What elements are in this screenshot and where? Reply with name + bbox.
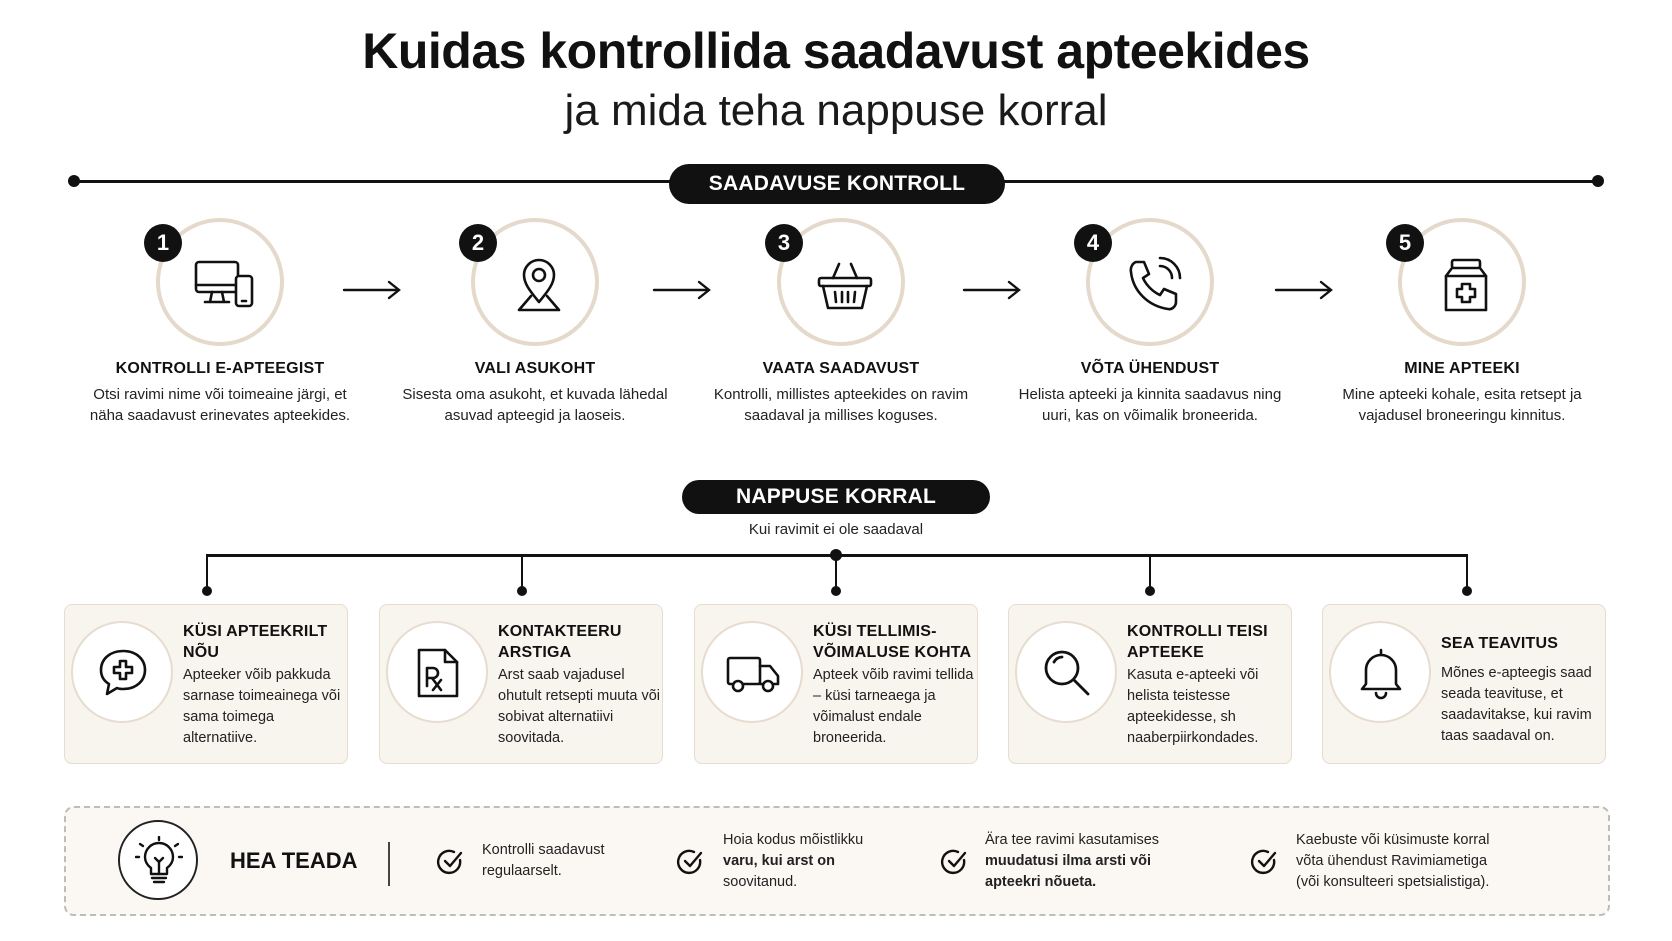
step-title: VALI ASUKOHT xyxy=(474,360,596,377)
step-description: Otsi ravimi nime või toimeaine järgi, et näha saadavust erinevates apteekides. xyxy=(89,386,351,424)
step-title: VÕTA ÜHENDUST xyxy=(1080,360,1220,377)
branch-drop xyxy=(1149,554,1151,590)
tip-card-notification xyxy=(1322,604,1606,764)
chat-plus-icon xyxy=(96,646,150,700)
card-icon-ring xyxy=(1015,621,1117,723)
step-description: Sisesta oma asukoht, et kuvada lähedal asuvad apteegid ja laoseis. xyxy=(402,386,668,424)
step-number-badge: 3 xyxy=(765,224,803,262)
bell-icon xyxy=(1354,646,1408,700)
phone-icon xyxy=(1122,254,1186,318)
tip-1: Kontrolli saadavust regulaarselt. xyxy=(482,842,605,879)
step-4 xyxy=(1005,218,1295,426)
check-circle-icon xyxy=(940,848,968,876)
tip-3: Ära tee ravimi kasutamises muudatusi ilma arsti või apteekri nõueta. xyxy=(985,832,1160,890)
step-title: KONTROLLI E-APTEEGIST xyxy=(115,360,325,377)
section-label-availability: SAADAVUSE KONTROLL xyxy=(669,164,1005,204)
step-5 xyxy=(1317,218,1607,426)
card-title: KÜSI TELLIMIS-VÕIMALUSE KOHTA xyxy=(813,623,972,661)
card-icon-ring xyxy=(386,621,488,723)
timeline-end-dot xyxy=(1592,175,1604,187)
card-icon-ring xyxy=(701,621,803,723)
map-pin-icon xyxy=(507,254,571,318)
branch-drop xyxy=(521,554,523,590)
page-subtitle: ja mida teha nappuse korral xyxy=(564,86,1108,135)
step-2 xyxy=(390,218,680,426)
step-number-badge: 5 xyxy=(1386,224,1424,262)
check-circle-icon xyxy=(436,848,464,876)
check-circle-icon xyxy=(1250,848,1278,876)
card-title: SEA TEAVITUS xyxy=(1441,635,1559,652)
card-description: Kasuta e-apteeki või helista teistesse apteekidesse, sh naaberpiirkondades. xyxy=(1127,667,1259,746)
magnifier-icon xyxy=(1040,646,1094,700)
branch-drop xyxy=(835,554,837,590)
step-number-badge: 4 xyxy=(1074,224,1112,262)
good-to-know-box xyxy=(64,806,1610,916)
card-icon-ring xyxy=(1329,621,1431,723)
page-title: Kuidas kontrollida saadavust apteekides xyxy=(362,23,1310,79)
step-3 xyxy=(696,218,986,426)
card-description: Apteek võib ravimi tellida – küsi tarneaega ja võimalust endale broneerida. xyxy=(813,667,974,746)
branch-drop xyxy=(1466,554,1468,590)
step-icon-ring xyxy=(156,218,284,346)
branch-drop xyxy=(206,554,208,590)
step-description: Helista apteeki ja kinnita saadavus ning uuri, kas on võimalik broneerida. xyxy=(1018,386,1282,424)
branch-end-dot xyxy=(831,586,841,596)
section-label-shortage: NAPPUSE KORRAL xyxy=(682,480,990,514)
branch-end-dot xyxy=(1462,586,1472,596)
section-subtitle-shortage: Kui ravimit ei ole saadaval xyxy=(748,521,924,538)
step-icon-ring xyxy=(1086,218,1214,346)
step-title: MINE APTEEKI xyxy=(1404,360,1520,377)
step-title: VAATA SAADAVUST xyxy=(762,360,920,377)
branch-end-dot xyxy=(202,586,212,596)
card-description: Mõnes e-apteegis saad seada teavituse, et saadavitakse, kui ravim taas saadaval on. xyxy=(1441,665,1592,744)
medicine-box-icon xyxy=(1434,254,1498,318)
step-description: Mine apteeki kohale, esita retsept ja vajadusel broneeringu kinnitus. xyxy=(1342,386,1582,424)
card-icon-ring xyxy=(71,621,173,723)
branch-end-dot xyxy=(1145,586,1155,596)
good-to-know-title: HEA TEADA xyxy=(230,848,358,873)
step-icon-ring xyxy=(777,218,905,346)
prescription-icon xyxy=(411,646,465,700)
tip-4: Kaebuste või küsimuste korral võta ühendust Ravimiametiga (või konsulteeri spetsialistiga). xyxy=(1296,832,1490,890)
tip-card-order xyxy=(694,604,978,764)
tip-card-pharmacist xyxy=(64,604,348,764)
card-title: KÜSI APTEEKRILT NÕU xyxy=(183,623,328,661)
step-icon-ring xyxy=(1398,218,1526,346)
truck-icon xyxy=(726,646,780,700)
card-description: Arst saab vajadusel ohutult retsepti muuta või sobivat alternatiivi soovitada. xyxy=(498,667,661,746)
check-circle-icon xyxy=(676,848,704,876)
lightbulb-ring xyxy=(118,820,198,900)
separator xyxy=(388,842,390,886)
tip-card-other-pharmacies xyxy=(1008,604,1292,764)
basket-icon xyxy=(813,254,877,318)
branch-end-dot xyxy=(517,586,527,596)
step-number-badge: 2 xyxy=(459,224,497,262)
card-title: KONTROLLI TEISI APTEEKE xyxy=(1127,623,1268,661)
step-description: Kontrolli, millistes apteekides on ravim saadaval ja millises koguses. xyxy=(713,386,969,424)
card-title: KONTAKTEERU ARSTIGA xyxy=(498,623,622,661)
lightbulb-icon xyxy=(135,836,183,886)
step-number-badge: 1 xyxy=(144,224,182,262)
step-1 xyxy=(75,218,365,426)
computer-phone-icon xyxy=(192,254,256,318)
step-icon-ring xyxy=(471,218,599,346)
card-description: Apteeker võib pakkuda sarnase toimeainega või sama toimega alternatiive. xyxy=(183,667,341,746)
tip-card-doctor xyxy=(379,604,663,764)
tip-2: Hoia kodus mõistlikku varu, kui arst on soovitanud. xyxy=(723,832,864,890)
